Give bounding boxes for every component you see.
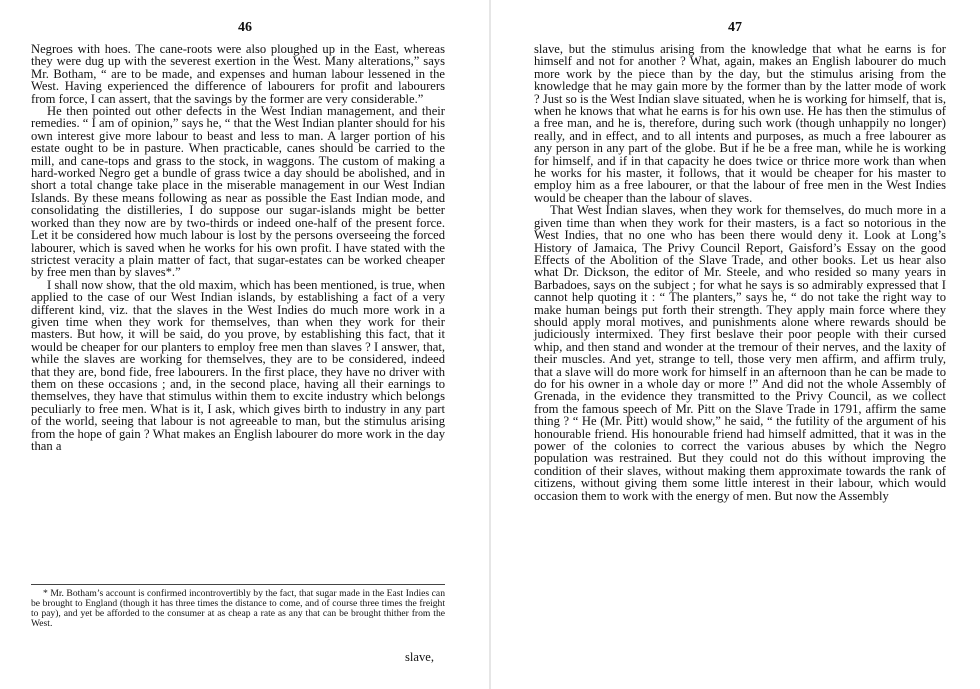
footnote-text: * Mr. Botham’s account is confirmed incontrovertibly by the fact, that sugar made in the East Indies can be brought to England (though it has three times the distance to come, and of course three times the freight to pay), and yet be afforded to the consumer at as cheap a rate as any that can be brought thither from the West. bbox=[31, 588, 445, 629]
footnote-rule bbox=[31, 584, 445, 585]
footnote bbox=[31, 589, 445, 629]
paragraph: I shall now show, that the old maxim, which has been mentioned, is true, when applied to the case of our West Indian islands, by establishing a fact of a very different kind, viz. that the slaves in the West Indies do much more work in a given time when they work for themselves, than when they work for their masters. But how, it will be said, do you prove, by establishing this fact, that it would be cheaper for our planters to employ free men than slaves ? I answer, that, while the slaves are working for themselves, they are to be considered, indeed that they are, bond fide, free labourers. In the first place, they have no driver with them on these occasions ; and, in the second place, having all their earnings to themselves, they have that stimulus within them to excite industry which belongs peculiarly to free men. What is it, I ask, which gives birth to industry in any part of the world, seeing that labour is not agreeable to man, but the stimulus arising from the hope of gain ? What makes an English labourer do more work in the day than a bbox=[31, 277, 445, 453]
paragraph: slave, but the stimulus arising from the knowledge that what he earns is for himself and not for another ? What, again, makes an English labourer do much more work by the piece than by the day, but the stimulus arising from the knowledge that he may gain more by the former than by the latter mode of work ? Just so is the West Indian slave situated, when he is working for himself, that is, when he knows that what he earns is for his own use. He has then the stimulus of a free man, and he is, therefore, during such work (though unhappily no longer) really, and in effect, and to all intents and purposes, as much a free labourer as any person in any part of the globe. But if he be a free man, while he is working for himself, and if in that capacity he does twice or thrice more work than when he works for his master, it follows, that it would be cheaper for his master to employ him as a free labourer, or that the labour of free men in the West Indies would be cheaper than the labour of slaves. bbox=[534, 42, 946, 205]
catchword: slave, bbox=[405, 650, 435, 664]
page-number-left: 46 bbox=[238, 20, 252, 35]
right-page bbox=[490, 0, 980, 689]
paragraph: Negroes with hoes. The cane-roots were also ploughed up in the East, whereas they were dug up with the severest exertion in the West. Many alterations,” says Mr. Botham, “ are to be made, and expenses and human labour lessened in the West. Having experienced the difference of labourers for profit and labourers from force, I can assert, that the savings by the former are very considerable.” bbox=[31, 42, 445, 106]
paragraph: That West Indian slaves, when they work for themselves, do much more in a given time than when they work for their masters, is a fact so notorious in the West Indies, that no one who has been there would deny it. Look at Long’s History of Jamaica, The Privy Council Report, Gaisford’s Essay on the good Effects of the Abolition of the Slave Trade, and other books. Let us hear also what Dr. Dickson, the editor of Mr. Steele, and who resided so many years in Barbadoes, says on the subject ; for what he says is so admirably expressed that I cannot help quoting it : “ The planters,” says he, “ do not take the right way to make human beings put forth their strength. They apply main force where they should apply moral motives, and punishments alone where rewards should be judiciously intermixed. They first beslave their poor people with their cursed whip, and then stand and wonder at the tremour of their nerves, and the laxity of their muscles. And yet, strange to tell, those very men affirm, and affirm truly, that a slave will do more work for himself in an afternoon than he can be made to do for his owner in a whole day or more !” And did not the whole Assembly of Grenada, in the evidence they transmitted to the Privy Council, as we collect from the famous speech of Mr. Pitt on the Slave Trade in 1791, affirm the same thing ? “ He (Mr. Pitt) would show,” he said, “ the futility of the argument of his honourable friend. His honourable friend had himself admitted, that it was in the power of the colonies to correct the various abuses by which the Negro population was restrained. But they could not do this without improving the condition of their slaves, without making them approximate towards the rank of citizens, without giving them some little interest in their labour, which would occasion them to work with the energy of men. But now the Assembly bbox=[534, 203, 946, 503]
left-page-body bbox=[31, 43, 445, 452]
right-page-body bbox=[534, 43, 946, 502]
page-number-right: 47 bbox=[728, 20, 742, 35]
paragraph: He then pointed out other defects in the West Indian management, and their remedies. “ I am of opinion,” says he, “ that the West Indian planter should for his own interest give more labour to beast and less to man. A larger portion of his estate ought to be in pasture. When practicable, canes should be carried to the mill, and cane-tops and grass to the stock, in waggons. The custom of making a hard-worked Negro get a bundle of grass twice a day should be abolished, and in short a total change take place in the miserable management in our West Indian Islands. By these means following as near as possible the East Indian mode, and consolidating the distilleries, I do suppose our sugar-islands might be better worked than they now are by two-thirds or indeed one-half of the present force. Let it be considered how much labour is lost by the persons overseeing the forced labourer, which is saved when he works for his own profit. I have stated with the strictest veracity a plain matter of fact, that sugar-estates can be worked cheaper by free men than by slaves*.” bbox=[31, 104, 445, 280]
